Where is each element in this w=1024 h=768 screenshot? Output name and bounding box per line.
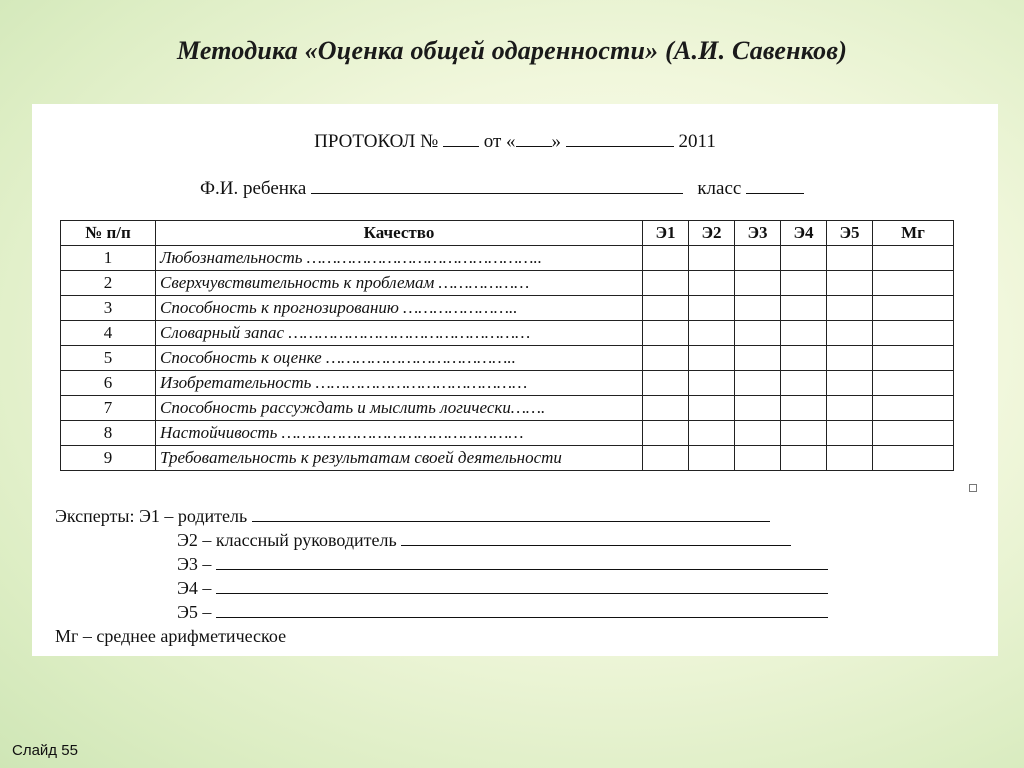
header-quality: Качество: [156, 221, 643, 246]
score-cell-e5[interactable]: [827, 421, 873, 446]
score-cell-e3[interactable]: [735, 346, 781, 371]
score-cell-e1[interactable]: [643, 396, 689, 421]
score-cell-e5[interactable]: [827, 446, 873, 471]
score-cell-e5[interactable]: [827, 246, 873, 271]
score-cell-mean[interactable]: [873, 446, 954, 471]
score-cell-e2[interactable]: [689, 321, 735, 346]
score-cell-mean[interactable]: [873, 396, 954, 421]
header-number: № п/п: [61, 221, 156, 246]
child-name-blank: [311, 177, 683, 194]
header-e3: Э3: [735, 221, 781, 246]
expert-3-blank: [216, 553, 828, 570]
experts-label: Эксперты:: [55, 506, 135, 526]
table-row: [61, 246, 954, 271]
table-row: [61, 421, 954, 446]
table-row: [61, 296, 954, 321]
score-cell-e1[interactable]: [643, 296, 689, 321]
score-cell-e4[interactable]: [781, 271, 827, 296]
header-e1: Э1: [643, 221, 689, 246]
score-cell-mean[interactable]: [873, 371, 954, 396]
score-cell-e1[interactable]: [643, 446, 689, 471]
slide-number: Слайд 55: [12, 742, 78, 759]
protocol-month-blank: [566, 130, 674, 147]
score-cell-e2[interactable]: [689, 271, 735, 296]
expert-row-3: [55, 552, 828, 576]
rating-table: [60, 220, 954, 471]
child-name-line: [200, 177, 804, 200]
mean-footnote: [55, 624, 828, 648]
expert-4-blank: [216, 577, 828, 594]
score-cell-e1[interactable]: [643, 271, 689, 296]
row-quality: Способность к прогнозированию …………………..: [156, 296, 643, 321]
score-cell-e5[interactable]: [827, 296, 873, 321]
expert-row-1: [55, 504, 828, 528]
table-header-row: [61, 221, 954, 246]
row-number: 6: [61, 371, 156, 396]
score-cell-e3[interactable]: [735, 371, 781, 396]
child-name-label: Ф.И. ребенка: [200, 178, 307, 199]
score-cell-e1[interactable]: [643, 246, 689, 271]
row-quality: Сверхчувствительность к проблемам ………………: [156, 271, 643, 296]
score-cell-mean[interactable]: [873, 246, 954, 271]
score-cell-e2[interactable]: [689, 346, 735, 371]
score-cell-e3[interactable]: [735, 421, 781, 446]
score-cell-mean[interactable]: [873, 271, 954, 296]
row-number: 8: [61, 421, 156, 446]
row-quality: Изобретательность ……………………………………: [156, 371, 643, 396]
row-number: 2: [61, 271, 156, 296]
score-cell-e4[interactable]: [781, 321, 827, 346]
class-blank: [746, 177, 804, 194]
protocol-quote-close: »: [551, 131, 562, 152]
table-row: [61, 446, 954, 471]
protocol-day-blank: [516, 130, 552, 147]
score-cell-e2[interactable]: [689, 246, 735, 271]
expert-4-label: Э4 –: [177, 578, 212, 598]
expert-5-blank: [216, 601, 828, 618]
protocol-from-label: от «: [483, 131, 516, 152]
row-number: 4: [61, 321, 156, 346]
score-cell-e3[interactable]: [735, 446, 781, 471]
score-cell-e4[interactable]: [781, 346, 827, 371]
experts-section: [55, 504, 828, 648]
row-number: 3: [61, 296, 156, 321]
protocol-year: 2011: [678, 131, 716, 152]
row-quality: Словарный запас …………………………………………: [156, 321, 643, 346]
score-cell-e3[interactable]: [735, 296, 781, 321]
table-row: [61, 271, 954, 296]
score-cell-mean[interactable]: [873, 296, 954, 321]
score-cell-e3[interactable]: [735, 271, 781, 296]
header-e2: Э2: [689, 221, 735, 246]
slide-title: Методика «Оценка общей одаренности» (А.И. Савенков): [176, 36, 848, 65]
score-cell-e2[interactable]: [689, 296, 735, 321]
table-row: [61, 346, 954, 371]
table-resize-handle[interactable]: [969, 484, 977, 492]
class-label: класс: [697, 178, 742, 199]
header-mean: Мг: [873, 221, 954, 246]
score-cell-e4[interactable]: [781, 421, 827, 446]
row-quality: Способность к оценке ………………………………..: [156, 346, 643, 371]
table-body: [61, 246, 954, 471]
protocol-document: [32, 104, 998, 656]
score-cell-e4[interactable]: [781, 296, 827, 321]
score-cell-e3[interactable]: [735, 246, 781, 271]
score-cell-mean[interactable]: [873, 421, 954, 446]
score-cell-e3[interactable]: [735, 396, 781, 421]
table-row: [61, 321, 954, 346]
expert-row-2: [55, 528, 828, 552]
score-cell-e1[interactable]: [643, 421, 689, 446]
protocol-label: ПРОТОКОЛ №: [314, 131, 439, 152]
expert-1-blank: [252, 505, 770, 522]
mean-footnote-text: Мг – среднее арифметическое: [55, 626, 287, 646]
expert-5-label: Э5 –: [177, 602, 212, 622]
header-e5: Э5: [827, 221, 873, 246]
protocol-number-blank: [443, 130, 479, 147]
expert-1-label: Э1 – родитель: [139, 506, 248, 526]
protocol-heading: [32, 130, 998, 153]
score-cell-e5[interactable]: [827, 346, 873, 371]
score-cell-mean[interactable]: [873, 321, 954, 346]
row-number: 9: [61, 446, 156, 471]
header-e4: Э4: [781, 221, 827, 246]
score-cell-e5[interactable]: [827, 321, 873, 346]
score-cell-e1[interactable]: [643, 346, 689, 371]
score-cell-e4[interactable]: [781, 371, 827, 396]
score-cell-e1[interactable]: [643, 321, 689, 346]
table-row: [61, 371, 954, 396]
row-number: 1: [61, 246, 156, 271]
score-cell-e5[interactable]: [827, 371, 873, 396]
row-quality: Требовательность к результатам своей деятельности: [156, 446, 643, 471]
expert-2-blank: [401, 529, 791, 546]
expert-3-label: Э3 –: [177, 554, 212, 574]
score-cell-e5[interactable]: [827, 271, 873, 296]
row-number: 7: [61, 396, 156, 421]
expert-row-5: [55, 600, 828, 624]
score-cell-e5[interactable]: [827, 396, 873, 421]
score-cell-e3[interactable]: [735, 321, 781, 346]
row-quality: Любознательность ………………………………………..: [156, 246, 643, 271]
score-cell-e2[interactable]: [689, 421, 735, 446]
table-row: [61, 396, 954, 421]
score-cell-e4[interactable]: [781, 446, 827, 471]
expert-row-4: [55, 576, 828, 600]
score-cell-mean[interactable]: [873, 346, 954, 371]
row-quality: Способность рассуждать и мыслить логически…….: [156, 396, 643, 421]
row-quality: Настойчивость …………………………………………: [156, 421, 643, 446]
score-cell-e1[interactable]: [643, 371, 689, 396]
score-cell-e2[interactable]: [689, 371, 735, 396]
score-cell-e2[interactable]: [689, 396, 735, 421]
expert-2-label: Э2 – классный руководитель: [177, 530, 397, 550]
row-number: 5: [61, 346, 156, 371]
score-cell-e2[interactable]: [689, 446, 735, 471]
score-cell-e4[interactable]: [781, 246, 827, 271]
score-cell-e4[interactable]: [781, 396, 827, 421]
